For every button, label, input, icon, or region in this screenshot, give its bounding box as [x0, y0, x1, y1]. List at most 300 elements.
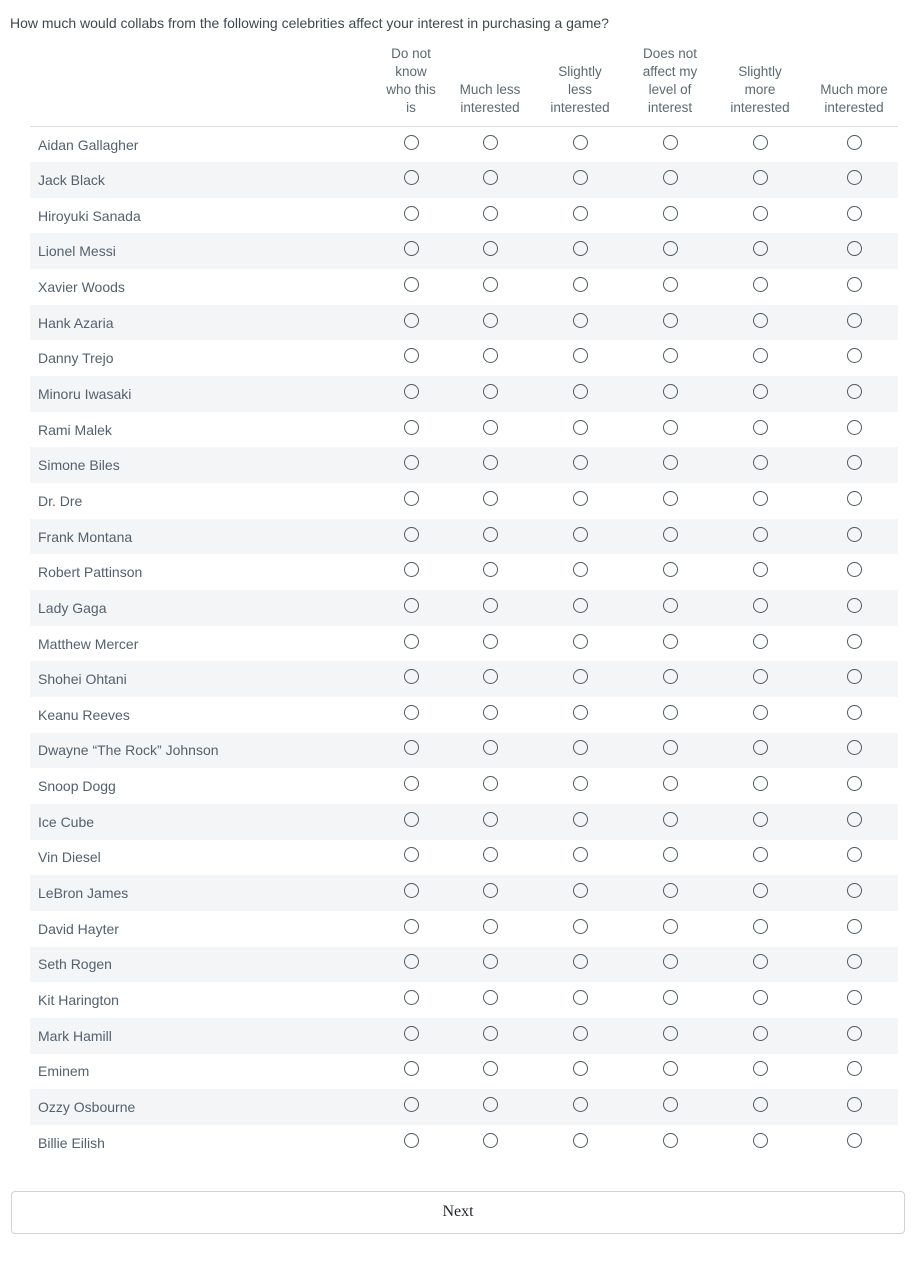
radio-cell [530, 198, 630, 234]
radio-kit-harington-much-less[interactable] [483, 990, 498, 1005]
row-label: Ozzy Osbourne [38, 1099, 136, 1116]
radio-lionel-messi-much-more[interactable] [847, 241, 862, 256]
radio-cell [530, 661, 630, 697]
radio-cell [810, 1054, 898, 1090]
radio-keanu-reeves-slightly-less[interactable] [573, 705, 588, 720]
radio-xavier-woods-no-effect[interactable] [663, 277, 678, 292]
radio-lionel-messi-slightly-more[interactable] [753, 241, 768, 256]
radio-dwayne-the-rock-johnson-much-more[interactable] [847, 740, 862, 755]
radio-matthew-mercer-much-more[interactable] [847, 634, 862, 649]
radio-cell [372, 1125, 450, 1161]
radio-vin-diesel-no-effect[interactable] [663, 847, 678, 862]
radio-eminem-no-effect[interactable] [663, 1061, 678, 1076]
radio-eminem-much-less[interactable] [483, 1061, 498, 1076]
radio-cell [710, 768, 810, 804]
radio-cell [630, 198, 710, 234]
row-lady-gaga [30, 590, 898, 626]
radio-simone-biles-slightly-more[interactable] [753, 455, 768, 470]
radio-cell [450, 1125, 530, 1161]
radio-kit-harington-slightly-less[interactable] [573, 990, 588, 1005]
radio-cell [630, 804, 710, 840]
radio-cell [810, 340, 898, 376]
radio-mark-hamill-slightly-more[interactable] [753, 1026, 768, 1041]
radio-cell [630, 483, 710, 519]
radio-rami-malek-dont-know[interactable] [404, 420, 419, 435]
radio-matthew-mercer-much-less[interactable] [483, 634, 498, 649]
radio-ozzy-osbourne-much-less[interactable] [483, 1097, 498, 1112]
radio-hiroyuki-sanada-slightly-less[interactable] [573, 206, 588, 221]
radio-danny-trejo-dont-know[interactable] [404, 348, 419, 363]
radio-lionel-messi-much-less[interactable] [483, 241, 498, 256]
radio-hank-azaria-slightly-more[interactable] [753, 313, 768, 328]
radio-keanu-reeves-dont-know[interactable] [404, 705, 419, 720]
radio-cell [372, 376, 450, 412]
radio-dwayne-the-rock-johnson-much-less[interactable] [483, 740, 498, 755]
radio-cell [810, 840, 898, 876]
radio-cell [530, 1054, 630, 1090]
radio-david-hayter-much-more[interactable] [847, 919, 862, 934]
radio-robert-pattinson-slightly-less[interactable] [573, 562, 588, 577]
radio-cell [810, 768, 898, 804]
radio-frank-montana-much-more[interactable] [847, 527, 862, 542]
radio-rami-malek-much-less[interactable] [483, 420, 498, 435]
radio-hiroyuki-sanada-slightly-more[interactable] [753, 206, 768, 221]
header-row [30, 45, 898, 127]
radio-xavier-woods-much-less[interactable] [483, 277, 498, 292]
radio-cell [530, 162, 630, 198]
radio-cell [710, 198, 810, 234]
radio-cell [630, 340, 710, 376]
radio-lady-gaga-no-effect[interactable] [663, 598, 678, 613]
radio-cell [810, 162, 898, 198]
row-label: Hiroyuki Sanada [38, 207, 141, 224]
radio-frank-montana-slightly-less[interactable] [573, 527, 588, 542]
radio-vin-diesel-slightly-more[interactable] [753, 847, 768, 862]
radio-cell [810, 305, 898, 341]
radio-ice-cube-slightly-more[interactable] [753, 812, 768, 827]
radio-cell [630, 661, 710, 697]
radio-cell [372, 233, 450, 269]
next-button[interactable]: Next [11, 1191, 905, 1234]
radio-cell [630, 733, 710, 769]
radio-hiroyuki-sanada-much-less[interactable] [483, 206, 498, 221]
radio-matthew-mercer-slightly-less[interactable] [573, 634, 588, 649]
radio-cell [810, 233, 898, 269]
radio-kit-harington-much-more[interactable] [847, 990, 862, 1005]
radio-robert-pattinson-much-less[interactable] [483, 562, 498, 577]
radio-rami-malek-much-more[interactable] [847, 420, 862, 435]
radio-cell [710, 661, 810, 697]
radio-cell [372, 519, 450, 555]
radio-cell [450, 804, 530, 840]
radio-aidan-gallagher-slightly-more[interactable] [753, 135, 768, 150]
row-label: Lionel Messi [38, 243, 116, 260]
radio-lebron-james-no-effect[interactable] [663, 883, 678, 898]
radio-billie-eilish-much-more[interactable] [847, 1133, 862, 1148]
radio-snoop-dogg-slightly-more[interactable] [753, 776, 768, 791]
radio-cell [810, 554, 898, 590]
radio-cell [710, 1018, 810, 1054]
radio-lady-gaga-much-more[interactable] [847, 598, 862, 613]
radio-simone-biles-dont-know[interactable] [404, 455, 419, 470]
radio-ice-cube-dont-know[interactable] [404, 812, 419, 827]
radio-mark-hamill-dont-know[interactable] [404, 1026, 419, 1041]
radio-cell [630, 1125, 710, 1161]
radio-jack-black-no-effect[interactable] [663, 170, 678, 185]
radio-billie-eilish-slightly-more[interactable] [753, 1133, 768, 1148]
radio-jack-black-much-more[interactable] [847, 170, 862, 185]
radio-aidan-gallagher-much-less[interactable] [483, 135, 498, 150]
radio-cell [630, 447, 710, 483]
radio-david-hayter-dont-know[interactable] [404, 919, 419, 934]
radio-cell [450, 340, 530, 376]
radio-aidan-gallagher-no-effect[interactable] [663, 135, 678, 150]
radio-matthew-mercer-dont-know[interactable] [404, 634, 419, 649]
radio-rami-malek-no-effect[interactable] [663, 420, 678, 435]
row-frank-montana [30, 519, 898, 555]
radio-cell [372, 412, 450, 448]
radio-lionel-messi-no-effect[interactable] [663, 241, 678, 256]
radio-minoru-iwasaki-slightly-more[interactable] [753, 384, 768, 399]
radio-cell [450, 162, 530, 198]
row-label: Matthew Mercer [38, 635, 139, 652]
radio-cell [710, 269, 810, 305]
radio-dr-dre-much-more[interactable] [847, 491, 862, 506]
radio-snoop-dogg-no-effect[interactable] [663, 776, 678, 791]
row-label: Frank Montana [38, 528, 133, 545]
radio-eminem-dont-know[interactable] [404, 1061, 419, 1076]
radio-dr-dre-slightly-more[interactable] [753, 491, 768, 506]
radio-vin-diesel-much-more[interactable] [847, 847, 862, 862]
radio-david-hayter-no-effect[interactable] [663, 919, 678, 934]
radio-cell [710, 376, 810, 412]
radio-cell [450, 661, 530, 697]
radio-cell [710, 911, 810, 947]
radio-shohei-ohtani-much-less[interactable] [483, 669, 498, 684]
radio-cell [450, 982, 530, 1018]
radio-frank-montana-much-less[interactable] [483, 527, 498, 542]
question-text: How much would collabs from the following celebrities affect your interest in purchasing a game? [10, 15, 609, 31]
radio-keanu-reeves-much-less[interactable] [483, 705, 498, 720]
row-ice-cube [30, 804, 898, 840]
row-label: Danny Trejo [38, 350, 114, 367]
radio-dwayne-the-rock-johnson-dont-know[interactable] [404, 740, 419, 755]
radio-seth-rogen-slightly-less[interactable] [573, 954, 588, 969]
radio-mark-hamill-no-effect[interactable] [663, 1026, 678, 1041]
radio-mark-hamill-much-less[interactable] [483, 1026, 498, 1041]
radio-frank-montana-slightly-more[interactable] [753, 527, 768, 542]
row-shohei-ohtani [30, 661, 898, 697]
row-jack-black [30, 162, 898, 198]
radio-lebron-james-slightly-less[interactable] [573, 883, 588, 898]
radio-jack-black-slightly-more[interactable] [753, 170, 768, 185]
radio-vin-diesel-dont-know[interactable] [404, 847, 419, 862]
radio-billie-eilish-much-less[interactable] [483, 1133, 498, 1148]
radio-jack-black-dont-know[interactable] [404, 170, 419, 185]
radio-simone-biles-slightly-less[interactable] [573, 455, 588, 470]
radio-cell [630, 519, 710, 555]
radio-billie-eilish-no-effect[interactable] [663, 1133, 678, 1148]
radio-cell [530, 804, 630, 840]
radio-aidan-gallagher-dont-know[interactable] [404, 135, 419, 150]
radio-simone-biles-no-effect[interactable] [663, 455, 678, 470]
radio-minoru-iwasaki-dont-know[interactable] [404, 384, 419, 399]
radio-seth-rogen-dont-know[interactable] [404, 954, 419, 969]
radio-ozzy-osbourne-slightly-less[interactable] [573, 1097, 588, 1112]
radio-hank-azaria-slightly-less[interactable] [573, 313, 588, 328]
radio-david-hayter-much-less[interactable] [483, 919, 498, 934]
radio-seth-rogen-slightly-more[interactable] [753, 954, 768, 969]
radio-keanu-reeves-no-effect[interactable] [663, 705, 678, 720]
radio-cell [530, 626, 630, 662]
column-header-no-effect: Does not affect my level of interest [630, 45, 710, 127]
radio-jack-black-slightly-less[interactable] [573, 170, 588, 185]
radio-lady-gaga-slightly-less[interactable] [573, 598, 588, 613]
radio-cell [450, 412, 530, 448]
radio-ozzy-osbourne-dont-know[interactable] [404, 1097, 419, 1112]
radio-cell [810, 875, 898, 911]
radio-aidan-gallagher-much-more[interactable] [847, 135, 862, 150]
radio-billie-eilish-slightly-less[interactable] [573, 1133, 588, 1148]
radio-cell [530, 911, 630, 947]
radio-simone-biles-much-more[interactable] [847, 455, 862, 470]
row-lionel-messi [30, 233, 898, 269]
radio-robert-pattinson-slightly-more[interactable] [753, 562, 768, 577]
radio-cell [710, 1089, 810, 1125]
radio-cell [372, 768, 450, 804]
radio-david-hayter-slightly-more[interactable] [753, 919, 768, 934]
radio-cell [450, 875, 530, 911]
radio-cell [710, 875, 810, 911]
radio-cell [810, 447, 898, 483]
radio-cell [372, 626, 450, 662]
radio-vin-diesel-much-less[interactable] [483, 847, 498, 862]
radio-shohei-ohtani-slightly-less[interactable] [573, 669, 588, 684]
radio-snoop-dogg-much-less[interactable] [483, 776, 498, 791]
radio-lionel-messi-dont-know[interactable] [404, 241, 419, 256]
radio-cell [372, 127, 450, 163]
row-rami-malek [30, 412, 898, 448]
radio-cell [630, 982, 710, 1018]
radio-kit-harington-slightly-more[interactable] [753, 990, 768, 1005]
radio-dr-dre-dont-know[interactable] [404, 491, 419, 506]
radio-keanu-reeves-much-more[interactable] [847, 705, 862, 720]
radio-cell [710, 697, 810, 733]
radio-cell [630, 590, 710, 626]
radio-minoru-iwasaki-much-more[interactable] [847, 384, 862, 399]
column-header-slightly-more: Slightly more interested [710, 45, 810, 127]
radio-cell [450, 1089, 530, 1125]
radio-matthew-mercer-slightly-more[interactable] [753, 634, 768, 649]
radio-cell [530, 1089, 630, 1125]
radio-cell [810, 590, 898, 626]
radio-cell [810, 1018, 898, 1054]
row-david-hayter [30, 911, 898, 947]
radio-ozzy-osbourne-no-effect[interactable] [663, 1097, 678, 1112]
radio-simone-biles-much-less[interactable] [483, 455, 498, 470]
row-label: Ice Cube [38, 813, 95, 830]
radio-mark-hamill-much-more[interactable] [847, 1026, 862, 1041]
row-vin-diesel [30, 840, 898, 876]
radio-eminem-slightly-less[interactable] [573, 1061, 588, 1076]
column-header-slightly-less: Slightly less interested [530, 45, 630, 127]
radio-kit-harington-dont-know[interactable] [404, 990, 419, 1005]
radio-shohei-ohtani-much-more[interactable] [847, 669, 862, 684]
radio-cell [450, 911, 530, 947]
radio-shohei-ohtani-slightly-more[interactable] [753, 669, 768, 684]
radio-danny-trejo-slightly-less[interactable] [573, 348, 588, 363]
radio-danny-trejo-much-less[interactable] [483, 348, 498, 363]
radio-cell [530, 590, 630, 626]
radio-cell [450, 447, 530, 483]
radio-minoru-iwasaki-no-effect[interactable] [663, 384, 678, 399]
radio-cell [630, 376, 710, 412]
radio-kit-harington-no-effect[interactable] [663, 990, 678, 1005]
radio-minoru-iwasaki-much-less[interactable] [483, 384, 498, 399]
row-label: Kit Harington [38, 992, 119, 1009]
radio-hiroyuki-sanada-dont-know[interactable] [404, 206, 419, 221]
radio-cell [810, 804, 898, 840]
radio-cell [530, 982, 630, 1018]
row-label: Simone Biles [38, 457, 120, 474]
row-aidan-gallagher [30, 127, 898, 163]
radio-hank-azaria-much-less[interactable] [483, 313, 498, 328]
radio-david-hayter-slightly-less[interactable] [573, 919, 588, 934]
radio-snoop-dogg-slightly-less[interactable] [573, 776, 588, 791]
radio-vin-diesel-slightly-less[interactable] [573, 847, 588, 862]
radio-matthew-mercer-no-effect[interactable] [663, 634, 678, 649]
radio-dwayne-the-rock-johnson-slightly-less[interactable] [573, 740, 588, 755]
radio-cell [372, 340, 450, 376]
radio-hank-azaria-dont-know[interactable] [404, 313, 419, 328]
row-label: Eminem [38, 1063, 90, 1080]
radio-lebron-james-much-less[interactable] [483, 883, 498, 898]
radio-cell [530, 697, 630, 733]
radio-seth-rogen-much-more[interactable] [847, 954, 862, 969]
radio-cell [450, 1054, 530, 1090]
radio-hank-azaria-no-effect[interactable] [663, 313, 678, 328]
radio-xavier-woods-slightly-more[interactable] [753, 277, 768, 292]
row-snoop-dogg [30, 768, 898, 804]
radio-dr-dre-no-effect[interactable] [663, 491, 678, 506]
radio-robert-pattinson-dont-know[interactable] [404, 562, 419, 577]
radio-minoru-iwasaki-slightly-less[interactable] [573, 384, 588, 399]
radio-cell [372, 911, 450, 947]
row-label: Rami Malek [38, 421, 112, 438]
radio-ice-cube-slightly-less[interactable] [573, 812, 588, 827]
radio-cell [630, 911, 710, 947]
radio-danny-trejo-much-more[interactable] [847, 348, 862, 363]
radio-seth-rogen-no-effect[interactable] [663, 954, 678, 969]
radio-xavier-woods-dont-know[interactable] [404, 277, 419, 292]
radio-jack-black-much-less[interactable] [483, 170, 498, 185]
radio-hiroyuki-sanada-much-more[interactable] [847, 206, 862, 221]
radio-lady-gaga-dont-know[interactable] [404, 598, 419, 613]
radio-frank-montana-no-effect[interactable] [663, 527, 678, 542]
row-label: Jack Black [38, 171, 105, 188]
radio-dr-dre-much-less[interactable] [483, 491, 498, 506]
radio-robert-pattinson-much-more[interactable] [847, 562, 862, 577]
radio-robert-pattinson-no-effect[interactable] [663, 562, 678, 577]
radio-snoop-dogg-much-more[interactable] [847, 776, 862, 791]
radio-lady-gaga-slightly-more[interactable] [753, 598, 768, 613]
radio-cell [630, 947, 710, 983]
radio-ozzy-osbourne-much-more[interactable] [847, 1097, 862, 1112]
radio-cell [530, 875, 630, 911]
radio-cell [530, 412, 630, 448]
radio-keanu-reeves-slightly-more[interactable] [753, 705, 768, 720]
radio-rami-malek-slightly-less[interactable] [573, 420, 588, 435]
row-label: Dr. Dre [38, 492, 83, 509]
radio-cell [630, 1089, 710, 1125]
radio-cell [630, 554, 710, 590]
radio-xavier-woods-much-more[interactable] [847, 277, 862, 292]
radio-cell [810, 519, 898, 555]
radio-cell [710, 233, 810, 269]
radio-cell [710, 162, 810, 198]
radio-cell [372, 162, 450, 198]
radio-dr-dre-slightly-less[interactable] [573, 491, 588, 506]
radio-ice-cube-much-more[interactable] [847, 812, 862, 827]
radio-ozzy-osbourne-slightly-more[interactable] [753, 1097, 768, 1112]
radio-cell [710, 590, 810, 626]
row-label: LeBron James [38, 885, 129, 902]
radio-cell [372, 269, 450, 305]
radio-frank-montana-dont-know[interactable] [404, 527, 419, 542]
radio-seth-rogen-much-less[interactable] [483, 954, 498, 969]
row-simone-biles [30, 447, 898, 483]
radio-aidan-gallagher-slightly-less[interactable] [573, 135, 588, 150]
radio-cell [710, 447, 810, 483]
radio-dwayne-the-rock-johnson-slightly-more[interactable] [753, 740, 768, 755]
radio-lady-gaga-much-less[interactable] [483, 598, 498, 613]
radio-shohei-ohtani-dont-know[interactable] [404, 669, 419, 684]
radio-eminem-slightly-more[interactable] [753, 1061, 768, 1076]
radio-lebron-james-dont-know[interactable] [404, 883, 419, 898]
radio-billie-eilish-dont-know[interactable] [404, 1133, 419, 1148]
radio-lebron-james-much-more[interactable] [847, 883, 862, 898]
radio-lionel-messi-slightly-less[interactable] [573, 241, 588, 256]
row-xavier-woods [30, 269, 898, 305]
radio-shohei-ohtani-no-effect[interactable] [663, 669, 678, 684]
radio-cell [630, 1054, 710, 1090]
radio-cell [450, 554, 530, 590]
radio-dwayne-the-rock-johnson-no-effect[interactable] [663, 740, 678, 755]
radio-ice-cube-no-effect[interactable] [663, 812, 678, 827]
radio-xavier-woods-slightly-less[interactable] [573, 277, 588, 292]
radio-lebron-james-slightly-more[interactable] [753, 883, 768, 898]
radio-cell [810, 982, 898, 1018]
header-spacer [30, 45, 372, 127]
radio-ice-cube-much-less[interactable] [483, 812, 498, 827]
row-hank-azaria [30, 305, 898, 341]
row-label: Lady Gaga [38, 599, 107, 616]
radio-cell [530, 733, 630, 769]
radio-danny-trejo-no-effect[interactable] [663, 348, 678, 363]
radio-hank-azaria-much-more[interactable] [847, 313, 862, 328]
radio-hiroyuki-sanada-no-effect[interactable] [663, 206, 678, 221]
row-ozzy-osbourne [30, 1089, 898, 1125]
radio-mark-hamill-slightly-less[interactable] [573, 1026, 588, 1041]
radio-eminem-much-more[interactable] [847, 1061, 862, 1076]
radio-cell [372, 554, 450, 590]
radio-cell [372, 1018, 450, 1054]
radio-rami-malek-slightly-more[interactable] [753, 420, 768, 435]
radio-snoop-dogg-dont-know[interactable] [404, 776, 419, 791]
radio-danny-trejo-slightly-more[interactable] [753, 348, 768, 363]
row-kit-harington [30, 982, 898, 1018]
row-label: Xavier Woods [38, 278, 125, 295]
